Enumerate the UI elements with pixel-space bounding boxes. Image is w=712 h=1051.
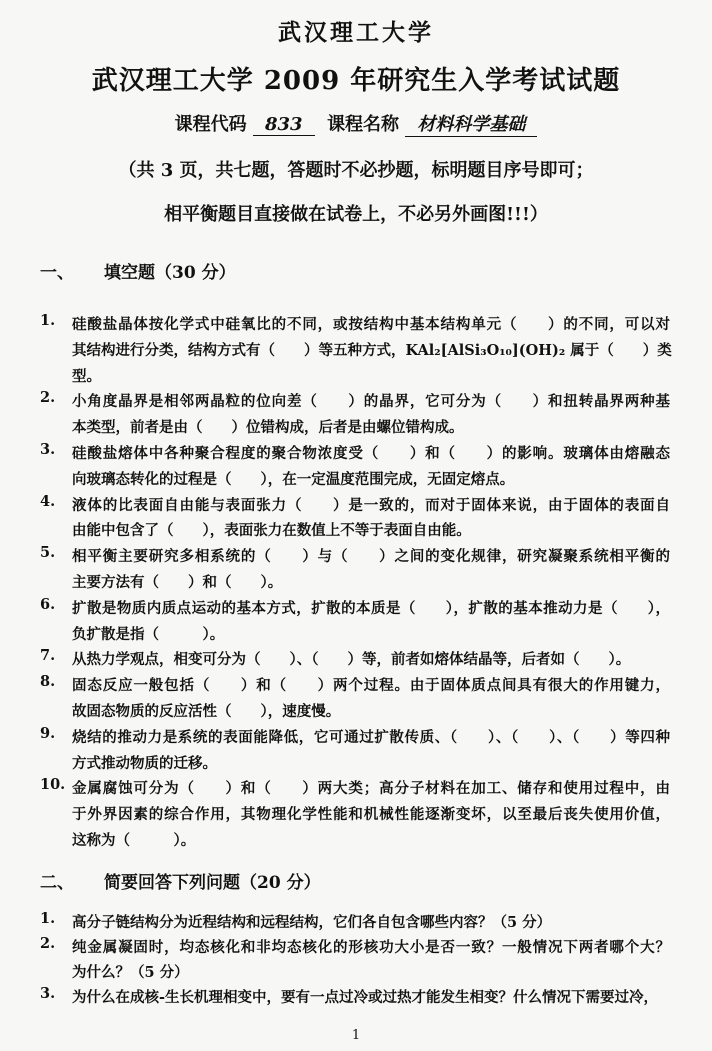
question-item [40, 985, 670, 1010]
question-item [40, 493, 670, 545]
question-item [40, 776, 670, 853]
section-1-heading [40, 258, 236, 283]
question-number: 10. [40, 776, 66, 794]
question-item [40, 544, 670, 596]
question-number: 9. [40, 724, 56, 742]
section-number: 二、 [40, 873, 74, 893]
section-title: 简要回答下列问题（20 分） [104, 873, 321, 893]
question-text-line: 其结构进行分类，结构方式有（ ）等五种方式，KAl₂[AlSi₃O₁₀](OH)₂ 属于（ ）类 [72, 341, 672, 359]
question-item [40, 647, 670, 673]
question-text-line: 这称为（ ）。 [72, 831, 196, 849]
question-text-line: 高分子链结构分为近程结构和远程结构，它们各自包含哪些内容？（5 分） [72, 914, 552, 931]
question-text-line: 为什么？（5 分） [72, 964, 189, 981]
question-text-line: 扩散是物质内质点运动的基本方式，扩散的本质是（ ），扩散的基本推动力是（ ）， [72, 599, 670, 617]
course-code: 833 [253, 114, 315, 136]
question-text-line: 金属腐蚀可分为（ ）和（ ）两大类；高分子材料在加工、储存和使用过程中，由 [72, 780, 670, 798]
question-number: 2. [40, 389, 56, 407]
question-text-line: 主要方法有（ ）和（ ）。 [72, 573, 283, 591]
instructions-line-2: 相平衡题目直接做在试卷上，不必另外画图!!!） [164, 204, 548, 225]
question-item [40, 673, 670, 725]
section-2-questions [40, 910, 670, 1010]
question-item [40, 441, 670, 493]
question-text-line: 小角度晶界是相邻两晶粒的位向差（ ）的晶界，它可分为（ ）和扭转晶界两种基 [72, 393, 670, 411]
question-text-line: 液体的比表面自由能与表面张力（ ）是一致的，而对于固体来说，由于固体的表面自 [72, 496, 670, 514]
question-item [40, 725, 670, 777]
course-name: 材料科学基础 [405, 110, 537, 137]
question-text-line: 由能中包含了（ ），表面张力在数值上不等于表面自由能。 [72, 522, 471, 540]
question-number: 6. [40, 595, 56, 613]
question-text-line: 烧结的推动力是系统的表面能降低，它可通过扩散传质、（ ）、（ ）、（ ）等四种 [72, 728, 670, 746]
question-text-line: 故固态物质的反应活性（ ），速度慢。 [72, 702, 341, 720]
course-info [0, 110, 712, 137]
question-number: 3. [40, 985, 56, 1002]
question-text-line: 负扩散是指（ ）。 [72, 625, 225, 643]
page-number: 1 [351, 1028, 361, 1043]
question-number: 1. [40, 312, 56, 329]
question-item [40, 389, 670, 441]
section-number: 一、 [40, 263, 74, 283]
question-text-line: 硅酸盐熔体中各种聚合程度的聚合物浓度受（ ）和（ ）的影响。玻璃体由熔融态 [72, 444, 670, 462]
section-1-questions [40, 312, 670, 854]
section-title: 填空题（30 分） [104, 263, 236, 283]
course-code-label: 课程代码 [174, 114, 247, 135]
question-text-line: 从热力学观点，相变可分为（ ）、（ ）等，前者如熔体结晶等，后者如（ ）。 [72, 651, 631, 669]
university-name: 武汉理工大学 [278, 19, 434, 46]
question-number: 8. [40, 673, 56, 691]
question-text-line: 向玻璃态转化的过程是（ ），在一定温度范围完成，无固定熔点。 [72, 470, 515, 488]
question-text-line: 于外界因素的综合作用，其物理化学性能和机械性能逐渐变坏，以至最后丧失使用价值， [72, 806, 670, 824]
question-text-line: 本类型，前者是由（ ）位错构成，后者是由螺位错构成。 [72, 419, 464, 437]
question-item [40, 312, 670, 389]
question-item [40, 935, 670, 985]
question-text-line: 型。 [72, 367, 101, 385]
section-2-heading [40, 868, 321, 893]
course-name-label: 课程名称 [327, 114, 400, 135]
question-number: 4. [40, 492, 56, 510]
question-text-line: 相平衡主要研究多相系统的（ ）与（ ）之间的变化规律，研究凝聚系统相平衡的 [72, 548, 670, 566]
question-number: 2. [40, 935, 56, 952]
question-text-line: 硅酸盐晶体按化学式中硅氧比的不同，或按结构中基本结构单元（ ）的不同，可以对 [72, 316, 670, 333]
question-text-line: 固态反应一般包括（ ）和（ ）两个过程。由于固体质点间具有很大的作用键力， [72, 677, 670, 695]
question-number: 5. [40, 544, 56, 562]
instructions-line-1: （共 3 页，共七题，答题时不必抄题，标明题目序号即可； [118, 160, 594, 181]
question-text-line: 纯金属凝固时，均态核化和非均态核化的形核功大小是否一致？一般情况下两者哪个大？ [72, 939, 670, 956]
question-item [40, 910, 670, 935]
question-text-line: 为什么在成核-生长机理相变中，要有一点过冷或过热才能发生相变？什么情况下需要过冷， [72, 989, 659, 1006]
question-text-line: 方式推动物质的迁移。 [72, 754, 217, 772]
question-number: 7. [40, 647, 56, 665]
question-number: 1. [40, 910, 56, 927]
exam-title: 武汉理工大学 2009 年研究生入学考试试题 [91, 66, 621, 96]
question-item [40, 596, 670, 648]
question-number: 3. [40, 440, 56, 458]
